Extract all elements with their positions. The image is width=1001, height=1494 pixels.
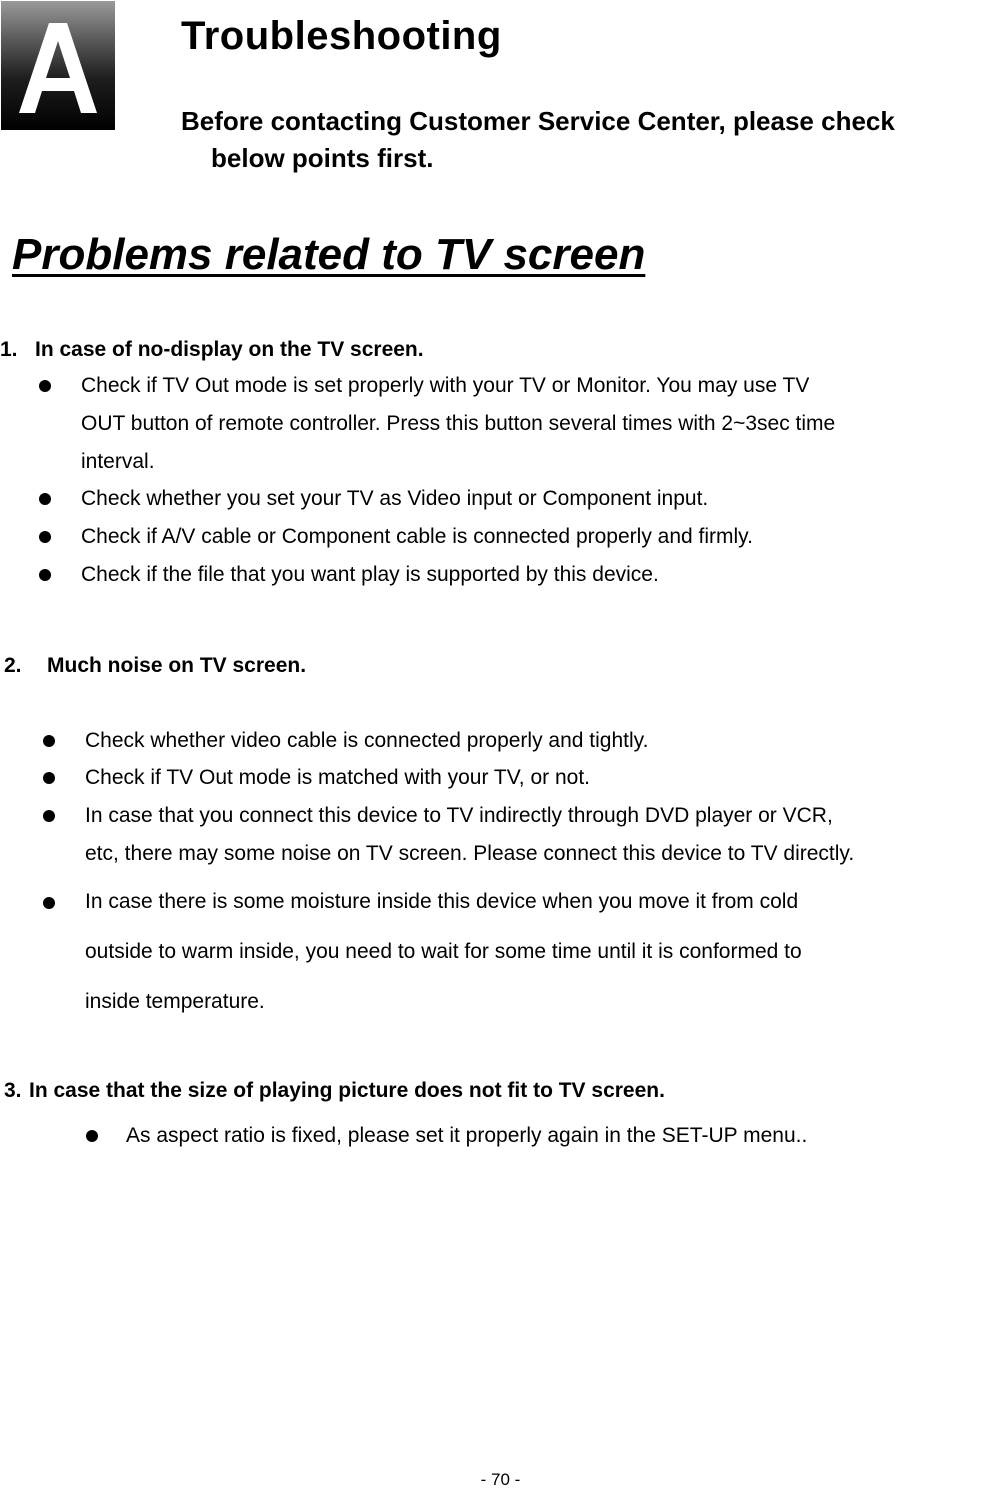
problem-1-number: 1.: [0, 338, 18, 361]
list-item: Check whether video cable is connected properly and tightly.: [85, 729, 649, 752]
bullet-icon: [43, 772, 55, 784]
bullet-icon: [39, 569, 51, 581]
bullet-icon: [39, 531, 51, 543]
intro-text: [181, 103, 991, 177]
problem-1-title: In case of no-display on the TV screen.: [35, 338, 424, 361]
bullet-icon: [43, 735, 55, 747]
intro-line-2: below points first.: [211, 143, 434, 173]
problem-2-title: Much noise on TV screen.: [47, 654, 307, 677]
section-heading: Problems related to TV screen: [12, 230, 646, 279]
list-item: As aspect ratio is fixed, please set it properly again in the SET-UP menu..: [126, 1124, 808, 1147]
list-item: Check whether you set your TV as Video input or Component input.: [81, 487, 709, 510]
section-logo: [1, 1, 115, 130]
list-item: [81, 367, 835, 481]
list-item-line: interval.: [81, 450, 155, 473]
page-title: Troubleshooting: [181, 14, 502, 58]
list-item-line: etc, there may some noise on TV screen. Please connect this device to TV directly.: [85, 842, 855, 865]
problem-3-title: In case that the size of playing picture does not fit to TV screen.: [29, 1079, 665, 1102]
bullet-icon: [43, 897, 55, 909]
list-item-line: inside temperature.: [85, 990, 265, 1013]
letter-a-logo-icon: [1, 1, 115, 130]
bullet-icon: [39, 380, 51, 392]
list-item-line: OUT button of remote controller. Press this button several times with 2~3sec time: [81, 412, 836, 435]
bullet-icon: [39, 493, 51, 505]
list-item: [85, 797, 854, 873]
page-number: - 70 -: [480, 1470, 521, 1489]
list-item: [85, 877, 802, 1027]
list-item: Check if A/V cable or Component cable is connected properly and firmly.: [81, 525, 753, 548]
problem-3-number: 3.: [4, 1079, 22, 1102]
list-item-line: In case there is some moisture inside this device when you move it from cold: [85, 890, 799, 913]
list-item: Check if the file that you want play is supported by this device.: [81, 563, 659, 586]
list-item: Check if TV Out mode is matched with your TV, or not.: [85, 766, 591, 789]
problem-2-number: 2.: [4, 654, 22, 677]
bullet-icon: [86, 1130, 98, 1142]
list-item-line: In case that you connect this device to TV indirectly through DVD player or VCR,: [85, 804, 833, 827]
list-item-line: outside to warm inside, you need to wait for some time until it is conformed to: [85, 940, 802, 963]
intro-line-1: Before contacting Customer Service Center, please check: [181, 106, 895, 136]
bullet-icon: [43, 810, 55, 822]
list-item-line: Check if TV Out mode is set properly with your TV or Monitor. You may use TV: [81, 374, 810, 397]
